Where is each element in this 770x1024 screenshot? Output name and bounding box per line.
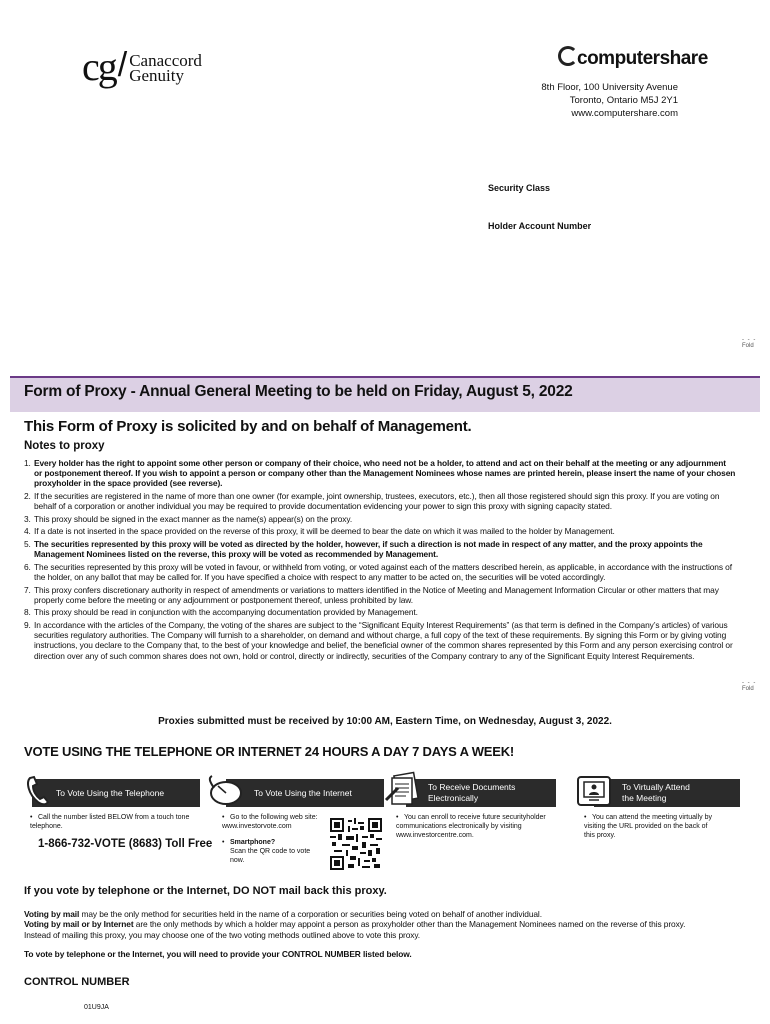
mouse-icon bbox=[204, 774, 244, 808]
qr-code-icon[interactable] bbox=[330, 818, 382, 870]
address-line2: Toronto, Ontario M5J 2Y1 bbox=[569, 95, 678, 106]
notes-title: Notes to proxy bbox=[24, 440, 105, 452]
note-item bbox=[24, 562, 736, 582]
note-number: 6. bbox=[24, 561, 31, 572]
note-item bbox=[24, 514, 736, 524]
vote-methods-heading: VOTE USING THE TELEPHONE OR INTERNET 24 HOURS A DAY 7 DAYS A WEEK! bbox=[24, 744, 515, 759]
note-text: The securities represented by this proxy will be voted in favour, or withheld from voting, or voted against each of the matters described herein, as applicable, in accordance with the instructions of the holder, on any ballot that may be called for. If you have specified a choice with respect to any matter to be acted on, the securities will be voted accordingly. bbox=[34, 561, 732, 582]
note-text: The securities represented by this proxy will be voted as directed by the holder, however, if such a direction is not made in respect of any matter, and the proxy appoints the Management Nominees listed on the reverse, this proxy will be voted as recommended by Management. bbox=[34, 538, 703, 560]
mail-line2 bbox=[24, 919, 744, 929]
note-item bbox=[24, 607, 736, 617]
internet-vote-label: To Vote Using the Internet bbox=[254, 787, 352, 798]
note-item bbox=[24, 458, 736, 489]
mail-line2-text: are the only methods by which a holder may appoint a person as proxyholder other than the Management Nominees named on the reverse of this proxy. bbox=[133, 919, 686, 930]
mail-line1-text: may be the only method for securities held in the name of a corporation or securities being voted on behalf of another individual. bbox=[79, 909, 542, 919]
logo-slash: / bbox=[117, 46, 128, 84]
documents-instructions bbox=[396, 813, 556, 840]
note-number: 8. bbox=[24, 607, 31, 618]
fold-label: Fold bbox=[742, 343, 754, 349]
canaccord-line1: Canaccord bbox=[129, 51, 202, 70]
notes-list bbox=[24, 458, 736, 663]
note-number: 3. bbox=[24, 513, 31, 524]
virtual-meeting-header bbox=[594, 779, 740, 807]
virtual-instruction-text: You can attend the meeting virtually by visiting the URL provided on the back of this proxy. bbox=[584, 814, 712, 839]
canaccord-line2: Genuity bbox=[129, 66, 184, 85]
monitor-person-icon bbox=[576, 775, 612, 807]
submission-deadline: Proxies submitted must be received by 10:00 AM, Eastern Time, on Wednesday, August 3, 2022. bbox=[158, 716, 612, 727]
solicitation-heading: This Form of Proxy is solicited by and on behalf of Management. bbox=[24, 418, 472, 435]
address-line3: www.computershare.com bbox=[571, 108, 678, 119]
telephone-instructions bbox=[30, 813, 190, 831]
mail-voting-paragraph bbox=[24, 909, 744, 940]
telephone-vote-label: To Vote Using the Telephone bbox=[56, 787, 165, 798]
mail-line1-bold: Voting by mail bbox=[24, 909, 80, 919]
cg-logo-mark: cg bbox=[82, 44, 116, 89]
fold-mark-bottom bbox=[742, 680, 756, 692]
note-text: This proxy should be signed in the exact manner as the name(s) appear(s) on the proxy. bbox=[34, 513, 353, 524]
documents-label bbox=[428, 782, 515, 804]
note-item bbox=[24, 491, 736, 511]
telephone-number[interactable]: 1-866-732-VOTE (8683) Toll Free bbox=[38, 838, 213, 850]
computershare-c-icon bbox=[558, 46, 578, 66]
note-number: 1. bbox=[24, 458, 31, 468]
telephone-icon bbox=[22, 772, 58, 808]
form-title: Form of Proxy - Annual General Meeting to be held on Friday, August 5, 2022 bbox=[24, 383, 573, 400]
note-number: 9. bbox=[24, 619, 31, 630]
virtual-label-line2: the Meeting bbox=[622, 793, 667, 803]
bullet-dot-icon: • bbox=[30, 814, 33, 821]
control-number-label: CONTROL NUMBER bbox=[24, 976, 130, 988]
smartphone-text: Scan the QR code to vote now. bbox=[230, 848, 311, 864]
control-number-note: To vote by telephone or the Internet, you will need to provide your CONTROL NUMBER listed below. bbox=[24, 949, 412, 959]
documents-label-line2: Electronically bbox=[428, 793, 479, 803]
security-class-label: Security Class bbox=[488, 183, 551, 193]
canaccord-wordmark bbox=[129, 50, 202, 83]
telephone-instruction-text: Call the number listed BELOW from a touch tone telephone. bbox=[30, 814, 190, 830]
virtual-label-line1: To Virtually Attend bbox=[622, 782, 690, 792]
documents-instruction-text: You can enroll to receive future securityholder communications electronically by visiting www.investorcentre.com. bbox=[396, 814, 546, 839]
bullet-dot-icon: • bbox=[222, 814, 225, 821]
fold-dash-icon: - - - bbox=[742, 337, 757, 343]
note-text: Every holder has the right to appoint some other person or company of their choice, who need not be a holder, to attend and act on their behalf at the meeting or any adjournment or postponement thereof. If you wish to appoint a person or company other than the Management Nominees whose names are printed herein, please insert the name of your chosen proxyholder in the space provided (see reverse). bbox=[34, 458, 736, 489]
form-code: 01U9JA bbox=[84, 1004, 109, 1011]
internet-vote-header bbox=[226, 779, 384, 807]
note-number: 2. bbox=[24, 491, 31, 501]
mail-line3: Instead of mailing this proxy, you may choose one of the two voting methods outlined above to vote this proxy. bbox=[24, 929, 421, 940]
documents-icon bbox=[384, 770, 424, 810]
note-text: This proxy confers discretionary authority in respect of amendments or variations to matters identified in the Notice of Meeting and Management Information Circular or other matters that may properly come before the meeting or any adjournment or postponement thereof, unless prohibited by law. bbox=[34, 584, 719, 605]
virtual-meeting-label bbox=[622, 782, 690, 804]
no-mail-note: If you vote by telephone or the Internet, DO NOT mail back this proxy. bbox=[24, 885, 387, 897]
documents-label-line1: To Receive Documents bbox=[428, 782, 516, 792]
note-text: This proxy should be read in conjunction with the accompanying documentation provided by Management. bbox=[34, 607, 418, 618]
address-line1: 8th Floor, 100 University Avenue bbox=[541, 82, 678, 93]
mail-line1 bbox=[24, 909, 744, 919]
documents-header bbox=[406, 779, 556, 807]
computershare-wordmark: computershare bbox=[577, 48, 708, 69]
note-number: 5. bbox=[24, 538, 31, 549]
smartphone-title: Smartphone? bbox=[230, 839, 276, 846]
bullet-dot-icon: • bbox=[222, 839, 225, 846]
note-number: 4. bbox=[24, 526, 31, 537]
note-item bbox=[24, 539, 736, 559]
bullet-dot-icon: • bbox=[584, 814, 587, 821]
note-item bbox=[24, 526, 736, 536]
fold-mark-top bbox=[742, 337, 756, 349]
fold-label: Fold bbox=[742, 686, 754, 692]
note-text: If a date is not inserted in the space provided on the reverse of this proxy, it will be deemed to bear the date on which it was mailed to the holder by Management. bbox=[34, 526, 615, 537]
note-text: If the securities are registered in the name of more than one owner (for example, joint ownership, trustees, executors, etc.), then all those registered should sign this proxy. If you are voting on behalf of a corporation or another individual you may be required to provide documentation evidencing your power to sign this proxy with signing capacity stated. bbox=[34, 491, 720, 512]
internet-instructions bbox=[222, 813, 330, 831]
internet-instruction-text[interactable]: Go to the following web site: www.investorvote.com bbox=[222, 814, 318, 830]
canaccord-genuity-logo bbox=[82, 44, 202, 89]
note-item bbox=[24, 585, 736, 605]
computershare-logo bbox=[558, 46, 708, 70]
fold-dash-icon: - - - bbox=[742, 680, 757, 686]
note-item bbox=[24, 620, 736, 661]
bullet-dot-icon: • bbox=[396, 814, 399, 821]
note-text: In accordance with the articles of the Company, the voting of the shares are subject to the “Significant Equity Interest Requirements” (as that term is defined in the Company’s articles) of various securities regulatory authorities. The Company will furnish to a shareholder, on demand and without charge, a full copy of the text of these requirements. By signing this Form or by giving voting instructions, you declare to the Company that, to the best of your knowledge and belief, the beneficial owner of the common shares represented by this Form and any person exercising control or direction over any of such common shares does not own, hold or control, directly or indirectly, securities of the Company contrary to any of the Significant Equity Interest Requirements. bbox=[34, 619, 733, 661]
smartphone-instructions bbox=[222, 838, 322, 865]
holder-account-number-label: Holder Account Number bbox=[488, 221, 592, 231]
mail-line2-bold: Voting by mail or by Internet bbox=[24, 919, 134, 930]
computershare-address bbox=[541, 81, 678, 120]
note-number: 7. bbox=[24, 584, 31, 595]
virtual-instructions bbox=[584, 813, 714, 840]
